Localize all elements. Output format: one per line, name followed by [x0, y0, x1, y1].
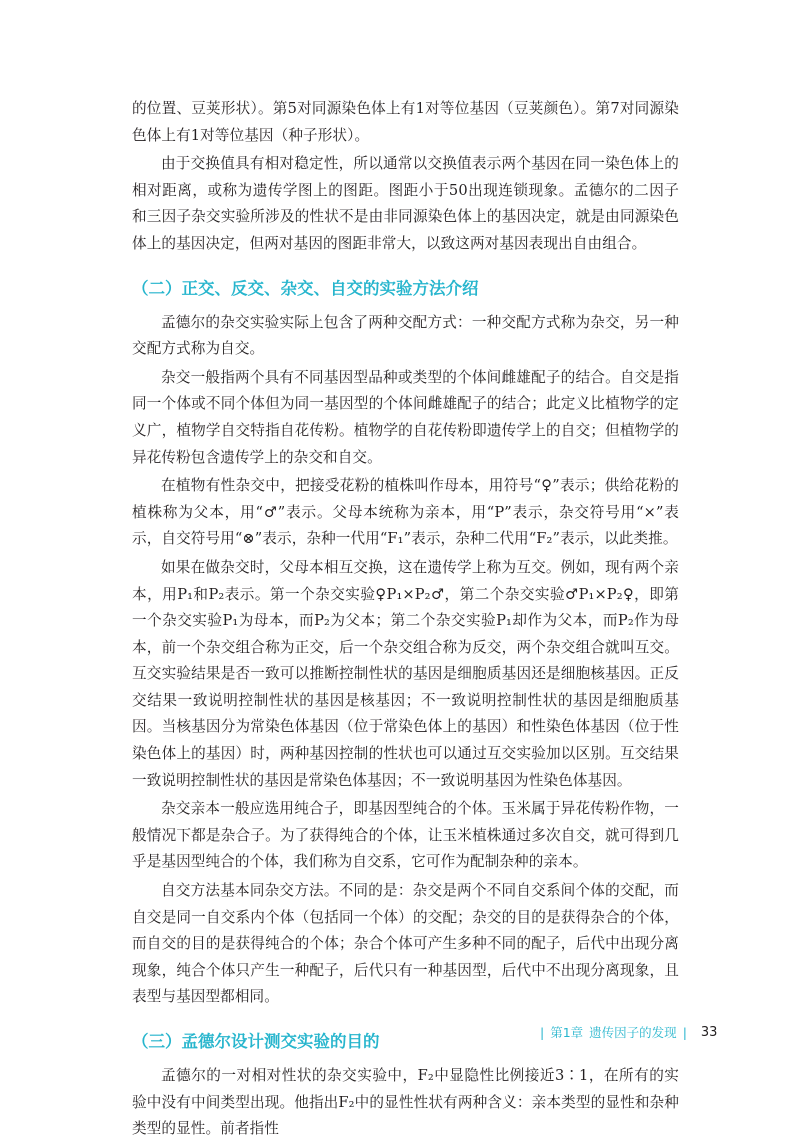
paragraph-mating-methods: 孟德尔的杂交实验实际上包含了两种交配方式：一种交配方式称为杂交，另一种交配方式称为自交。 [132, 313, 679, 358]
page-number: 33 [700, 1024, 718, 1040]
footer-chapter-title: 遗传因子的发现 [589, 1025, 677, 1040]
paragraph-testcross-purpose: 孟德尔的一对相对性状的杂交实验中，F₂中显隐性比例接近3∶1，在所有的实验中没有中间类型出现。他指出F₂中的显性性状有两种含义：亲本类型的显性和杂种类型的显性。前者指性 [132, 1067, 679, 1138]
footer-divider: | [540, 1024, 545, 1040]
paragraph-symbols: 在植物有性杂交中，把接受花粉的植株叫作母本，用符号“♀”表示；供给花粉的植株称为父本，用“♂”表示。父母本统称为亲本，用“P”表示，杂交符号用“×”表示，自交符号用“⊗”表示，杂种一代用“F₁”表示，杂种二代用“F₂”表示，以此类推。 [132, 477, 679, 548]
paragraph-reciprocal-cross: 如果在做杂交时，父母本相互交换，这在遗传学上称为互交。例如，现有两个亲本，用P₁和P₂表示。第一个杂交实验♀P₁×P₂♂，第二个杂交实验♂P₁×P₂♀，即第一个杂交实验P₁为母本，而P₂为父本；第二个杂交实验P₁却作为父本，而P₂作为母本，前一个杂交组合称为正交，后一个杂交组合称为反交，两个杂交组合就叫互交。互交实验结果是否一致可以推断控制性状的基因是细胞质基因还是细胞核基因。正反交结果一致说明控制性状的基因是核基因；不一致说明控制性状的基因是细胞质基因。当核基因分为常染色体基因（位于常染色体上的基因）和性染色体基因（位于性染色体上的基因）时，两种基因控制的性状也可以通过互交实验加以区别。互交结果一致说明控制性状的基因是常染色体基因；不一致说明基因为性染色体基因。 [132, 558, 679, 789]
paragraph-exchange-value: 由于交换值具有相对稳定性，所以通常以交换值表示两个基因在同一染色体上的相对距离，或称为遗传学图上的图距。图距小于50出现连锁现象。孟德尔的二因子和三因子杂交实验所涉及的性状不是由非同源染色体上的基因决定，就是由同源染色体上的基因决定，但两对基因的图距非常大，以致这两对基因表现出自由组合。 [132, 155, 679, 252]
page-content [132, 96, 679, 1145]
section-heading-2: （二）正交、反交、杂交、自交的实验方法介绍 [132, 278, 479, 298]
paragraph-continued: 的位置、豆荚形状）。第5对同源染色体上有1对等位基因（豆荚颜色）。第7对同源染色体上有1对等位基因（种子形状）。 [132, 100, 679, 144]
footer-divider: | [682, 1024, 687, 1040]
paragraph-selfing-method: 自交方法基本同杂交方法。不同的是：杂交是两个不同自交系间个体的交配，而自交是同一自交系内个体（包括同一个体）的交配；杂交的目的是获得杂合的个体，而自交的目的是获得纯合的个体；杂合个体可产生多种不同的配子，后代中出现分离现象，纯合个体只产生一种配子，后代只有一种基因型，后代中不出现分离现象，且表型与基因型都相同。 [132, 882, 679, 1006]
page-footer [540, 1023, 717, 1041]
footer-chapter: 第1章 [550, 1025, 584, 1040]
paragraph-hybridization-definition: 杂交一般指两个具有不同基因型品种或类型的个体间雌雄配子的结合。自交是指同一个体或不同个体但为同一基因型的个体间雌雄配子的结合；此定义比植物学的定义广，植物学自交特指自花传粉。植物学的自花传粉即遗传学上的自交；但植物学的异花传粉包含遗传学上的杂交和自交。 [132, 368, 679, 466]
section-heading-3: （三）孟德尔设计测交实验的目的 [132, 1032, 380, 1051]
paragraph-inbred-line: 杂交亲本一般应选用纯合子，即基因型纯合的个体。玉米属于异花传粉作物，一般情况下都是杂合子。为了获得纯合的个体，让玉米植株通过多次自交，就可得到几乎是基因型纯合的个体，我们称为自交系，它可作为配制杂种的亲本。 [132, 800, 679, 871]
